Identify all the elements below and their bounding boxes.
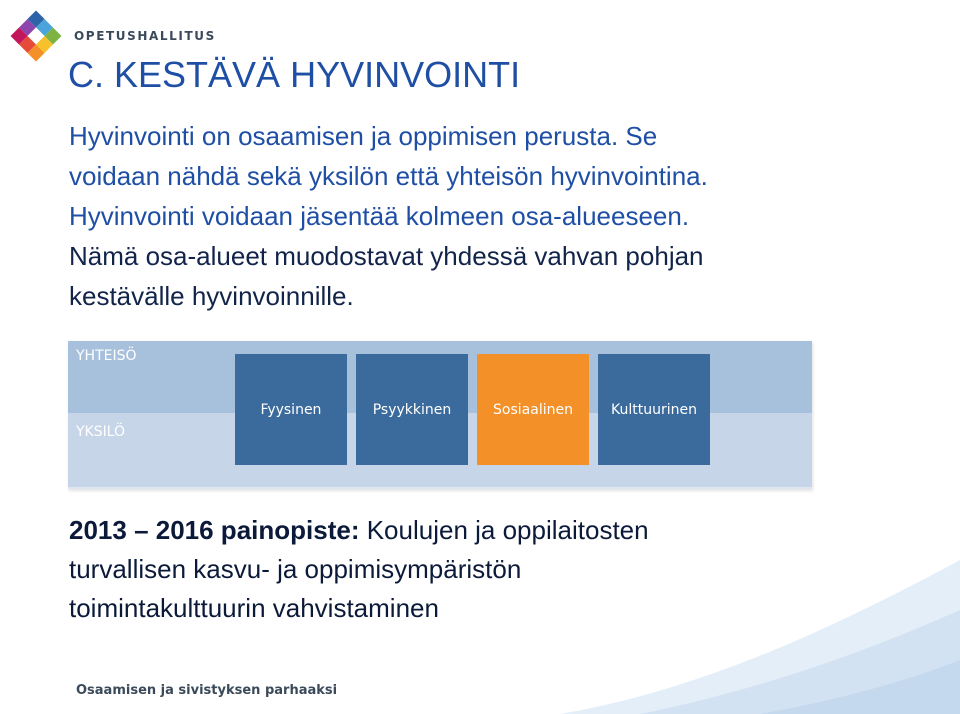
domain-box-social: Sosiaalinen (477, 354, 589, 465)
focus-line-rest: Koulujen ja oppilaitosten (359, 515, 649, 545)
intro-line: kestävälle hyvinvoinnille. (69, 281, 354, 311)
slide-title: C. KESTÄVÄ HYVINVOINTI (68, 54, 521, 95)
focus-heading: 2013 – 2016 painopiste: (69, 515, 360, 545)
opetushallitus-logo (8, 8, 64, 64)
domain-box-cultural: Kulttuurinen (598, 354, 710, 465)
intro-line: Nämä osa-alueet muodostavat yhdessä vahvan pohjan (69, 241, 704, 271)
domain-box-psychological: Psyykkinen (356, 354, 468, 465)
org-name: OPETUSHALLITUS (74, 29, 216, 43)
domain-box-physical: Fyysinen (235, 354, 347, 465)
intro-line: Hyvinvointi on osaamisen ja oppimisen perusta. Se (69, 121, 658, 151)
focus-line: toimintakulttuurin vahvistaminen (69, 593, 439, 623)
intro-paragraph (69, 116, 909, 316)
intro-line: Hyvinvointi voidaan jäsentää kolmeen osa-alueeseen. (69, 201, 690, 231)
focus-line: turvallisen kasvu- ja oppimisympäristön (69, 554, 522, 584)
community-label: YHTEISÖ (76, 348, 137, 364)
focus-line (69, 511, 919, 550)
wellbeing-diagram (68, 341, 812, 489)
footer-slogan: Osaamisen ja sivistyksen parhaaksi (76, 683, 338, 698)
intro-line: voidaan nähdä sekä yksilön että yhteisön hyvinvointina. (69, 161, 708, 191)
individual-label: YKSILÖ (76, 424, 126, 440)
focus-statement (69, 511, 919, 628)
